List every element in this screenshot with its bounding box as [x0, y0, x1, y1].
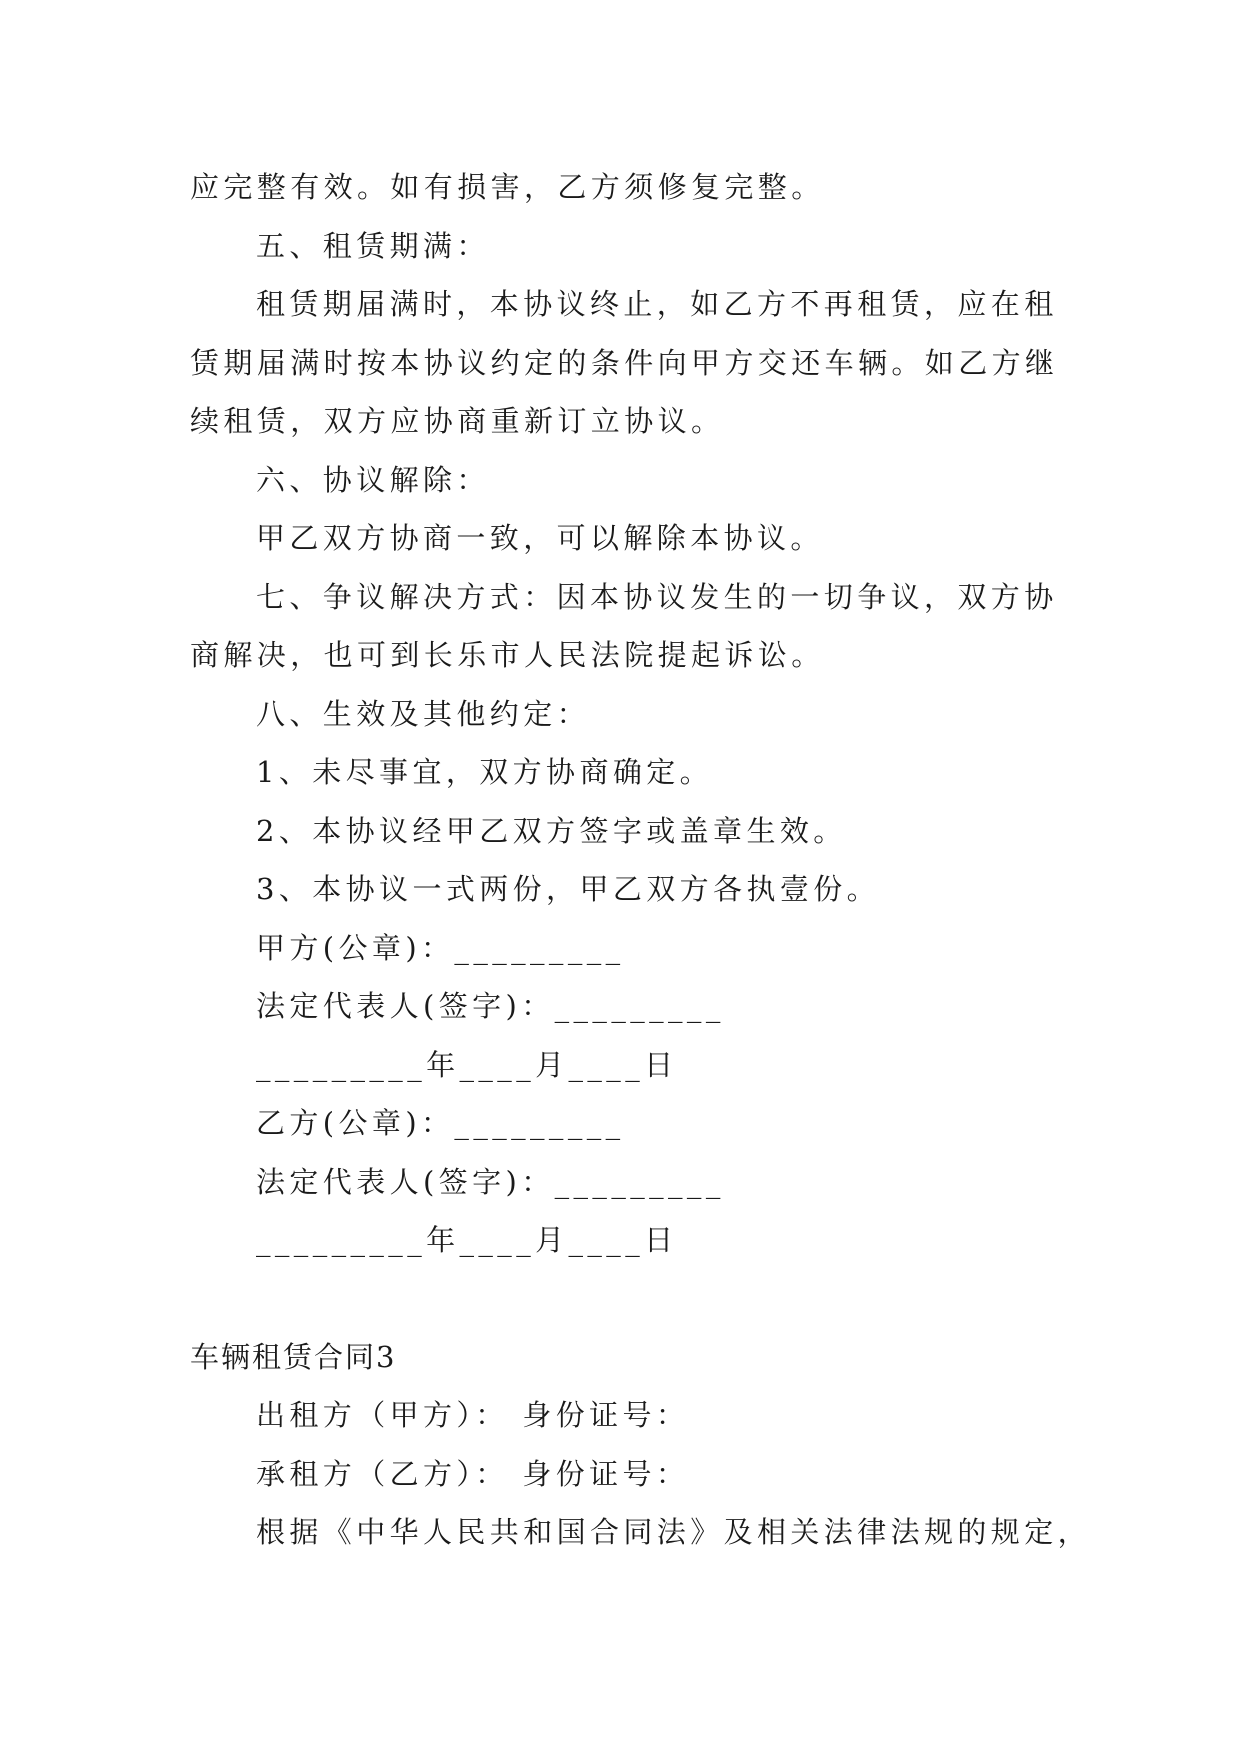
lessee-line: 承租方（乙方）： 身份证号：	[256, 1456, 690, 1491]
paragraph-line: 甲乙双方协商一致，可以解除本协议。	[256, 521, 824, 555]
paragraph-line: 赁期届满时按本协议约定的条件向甲方交还车辆。如乙方继	[190, 345, 1059, 380]
party-b-date-line: _________年____月____日	[256, 1223, 678, 1257]
party-b-representative-line: 法定代表人(签字)：_________	[256, 1164, 725, 1199]
paragraph-line: 续租赁，双方应协商重新订立协议。	[190, 404, 725, 438]
section-heading-effectiveness: 八、生效及其他约定：	[256, 696, 591, 731]
section-heading-lease-expiry: 五、租赁期满：	[256, 228, 490, 263]
paragraph-line: 应完整有效。如有损害，乙方须修复完整。	[190, 170, 825, 204]
contract-title: 车辆租赁合同3	[190, 1339, 397, 1374]
party-a-representative-line: 法定代表人(签字)：_________	[256, 989, 725, 1023]
section-spacer	[190, 1270, 1060, 1328]
clause-item: 2、本协议经甲乙双方签字或盖章生效。	[256, 813, 847, 848]
party-a-date-line: _________年____月____日	[256, 1047, 678, 1082]
document-body	[190, 158, 1092, 1562]
party-b-seal-line: 乙方(公章)：_________	[256, 1106, 625, 1140]
clause-item: 1、未尽事宜，双方协商确定。	[256, 755, 714, 789]
paragraph-line: 根据《中华人民共和国合同法》及相关法律法规的规定，	[256, 1515, 1092, 1549]
paragraph-line: 商解决，也可到长乐市人民法院提起诉讼。	[190, 638, 825, 672]
lessor-line: 出租方（甲方）： 身份证号：	[256, 1398, 690, 1432]
paragraph-line: 租赁期届满时，本协议终止，如乙方不再租赁，应在租	[256, 287, 1058, 321]
section-heading-dispute: 七、争议解决方式：因本协议发生的一切争议，双方协	[256, 579, 1058, 614]
clause-item: 3、本协议一式两份，甲乙双方各执壹份。	[256, 872, 881, 906]
party-a-seal-line: 甲方(公章)：_________	[256, 930, 625, 965]
section-heading-termination: 六、协议解除：	[256, 462, 490, 497]
